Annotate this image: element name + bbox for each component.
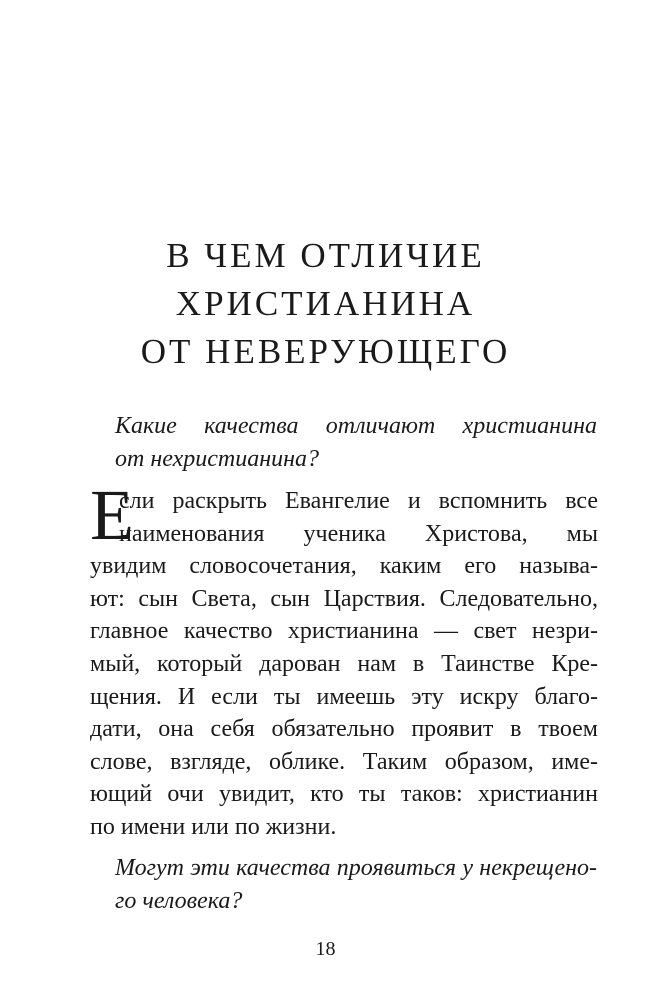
- question-line: Какие качества отличают христианина: [115, 413, 597, 439]
- answer-line: наименования ученика Христова, мы: [119, 520, 598, 547]
- answer-line: дати, она себя обязательно проявит в твоем: [90, 716, 598, 743]
- chapter-title-line: ХРИСТИАНИНА: [175, 284, 476, 323]
- question-line: го человека?: [115, 888, 243, 914]
- page-number: 18: [315, 938, 336, 960]
- question-line: от нехристианина?: [115, 446, 320, 472]
- drop-cap: Е: [90, 475, 134, 555]
- answer-line: сли раскрыть Евангелие и вспомнить все: [119, 488, 598, 514]
- chapter-title: [0, 232, 651, 376]
- answer-line: мый, который дарован нам в Таинстве Кре-: [90, 650, 598, 677]
- answer-line: слове, взгляде, облике. Таким образом, име-: [90, 748, 598, 775]
- answer-line: главное качество христианина — свет незри-: [90, 618, 598, 645]
- chapter-title-line: В ЧЕМ ОТЛИЧИЕ: [166, 236, 485, 275]
- answer-1: [90, 475, 598, 844]
- answer-line: ют: сын Света, сын Царствия. Следовательно,: [90, 585, 598, 612]
- question-line: Могут эти качества проявиться у некрещено-: [115, 855, 597, 881]
- answer-line: щения. И если ты имеешь эту искру благо-: [90, 683, 598, 710]
- question-2: [115, 852, 597, 918]
- answer-line: по имени или по жизни.: [90, 813, 337, 840]
- answer-line: увидим словосочетания, каким его называ-: [90, 553, 598, 580]
- answer-line: ющий очи увидит, кто ты таков: христианин: [90, 781, 598, 808]
- question-1: [115, 410, 597, 476]
- chapter-title-line: ОТ НЕВЕРУЮЩЕГО: [140, 332, 511, 371]
